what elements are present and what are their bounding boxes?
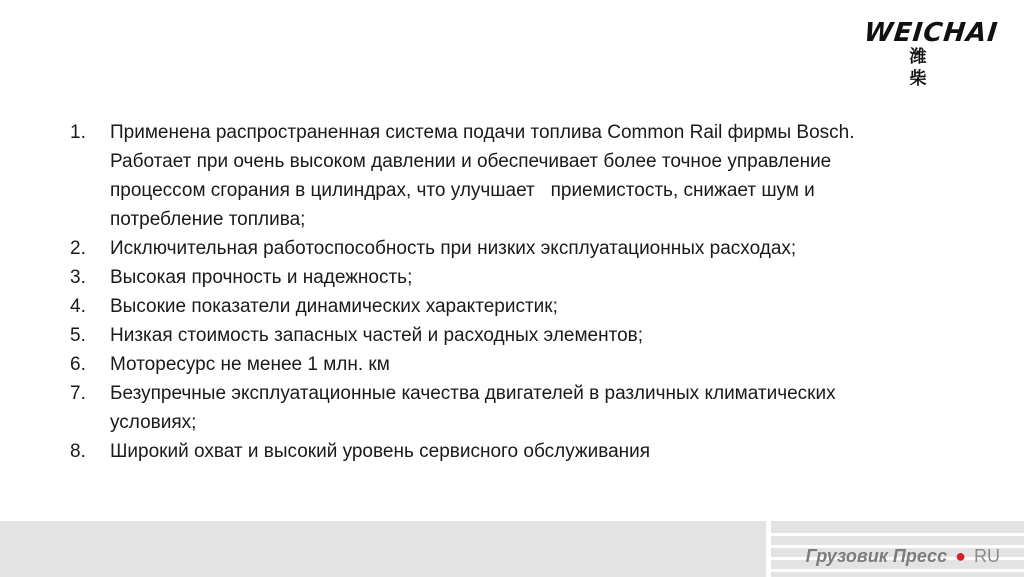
list-item-number: 4. bbox=[70, 296, 86, 317]
list-item bbox=[62, 118, 932, 234]
list-item bbox=[62, 292, 932, 321]
list-item bbox=[62, 321, 932, 350]
list-item-text: Моторесурс не менее 1 млн. км bbox=[110, 354, 390, 375]
list-item-text: Применена распространенная система подачи топлива Common Rail фирмы Bosch. Работает при очень высоком давлении и обеспечивает более точное управление процессом сгорания в цилиндрах, что улучшает приемистость, снижает шум и потребление топлива; bbox=[110, 122, 855, 230]
list-item-text: Широкий охват и высокий уровень сервисного обслуживания bbox=[110, 441, 651, 462]
feature-list bbox=[62, 118, 932, 466]
list-item-number: 5. bbox=[70, 325, 86, 346]
list-item bbox=[62, 379, 932, 437]
list-item-text: Высокая прочность и надежность; bbox=[110, 267, 413, 288]
watermark bbox=[806, 545, 1000, 567]
list-item bbox=[62, 234, 932, 263]
watermark-name: Грузовик Пресс bbox=[805, 546, 948, 566]
list-item-text: Низкая стоимость запасных частей и расходных элементов; bbox=[110, 325, 644, 346]
footer-stripe bbox=[766, 569, 1024, 572]
list-item bbox=[62, 437, 932, 466]
watermark-dot-icon: ● bbox=[955, 546, 966, 566]
list-item-number: 1. bbox=[70, 122, 86, 143]
weichai-logo bbox=[848, 18, 1000, 89]
list-item-text: Безупречные эксплуатационные качества двигателей в различных климатических условиях; bbox=[110, 383, 836, 433]
list-item-number: 6. bbox=[70, 354, 86, 375]
footer-stripe bbox=[766, 533, 1024, 536]
logo-latin-text: WEICHAI bbox=[862, 18, 1000, 48]
list-item-text: Высокие показатели динамических характеристик; bbox=[110, 296, 558, 317]
list-item-number: 8. bbox=[70, 441, 86, 462]
list-item bbox=[62, 263, 932, 292]
list-item-number: 2. bbox=[70, 238, 86, 259]
logo-chinese-text: 潍 柴 bbox=[909, 47, 957, 89]
footer-band bbox=[0, 521, 1024, 577]
list-item-text: Исключительная работоспособность при низких эксплуатационных расходах; bbox=[110, 238, 797, 259]
list-item bbox=[62, 350, 932, 379]
watermark-domain: RU bbox=[974, 546, 1000, 566]
list-item-number: 7. bbox=[70, 383, 86, 404]
list-item-number: 3. bbox=[70, 267, 86, 288]
